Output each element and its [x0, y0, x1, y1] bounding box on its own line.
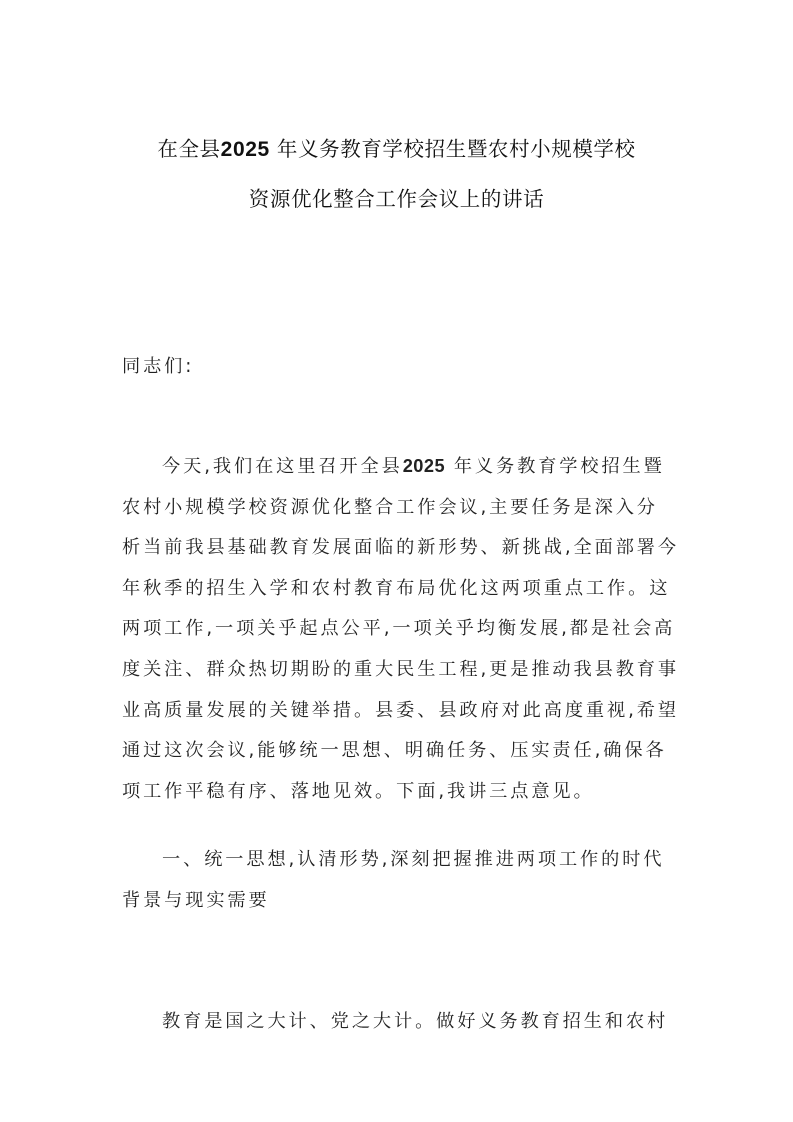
paragraph-line: [122, 446, 674, 488]
title-line-1: [110, 124, 683, 174]
paragraph-intro: [122, 446, 679, 812]
title-line-1-prefix: 在全县: [157, 137, 221, 161]
paragraph-line: 两项工作,一项关乎起点公平,一项关乎均衡发展,都是社会高: [122, 618, 676, 640]
paragraph-line: 教育是国之大计、党之大计。做好义务教育招生和农村: [162, 1011, 669, 1032]
title-year: 2025: [220, 138, 270, 161]
title-line-1-suffix: 年义务教育学校招生暨农村小规模学校: [276, 137, 636, 161]
paragraph-line: 项工作平稳有序、落地见效。下面,我讲三点意见。: [122, 780, 595, 802]
paragraph-line-suffix: 年义务教育学校招生暨: [453, 456, 665, 477]
paragraph-section-1: [122, 1002, 674, 1043]
paragraph-line: 业高质量发展的关键举措。县委、县政府对此高度重视,希望: [122, 699, 679, 721]
paragraph-line: 农村小规模学校资源优化整合工作会议,主要任务是深入分: [122, 496, 658, 518]
paragraph-line: 析当前我县基础教育发展面临的新形势、新挑战,全面部署今: [122, 537, 679, 559]
paragraph-line: 度关注、群众热切期盼的重大民生工程,更是推动我县教育事: [122, 658, 679, 680]
heading-line: 一、统一思想,认清形势,深刻把握推进两项工作的时代: [162, 849, 665, 870]
paragraph-line: 通过这次会议,能够统一思想、明确任务、压实责任,确保各: [122, 740, 667, 762]
salutation: 同志们:: [122, 356, 195, 377]
title-line-2: 资源优化整合工作会议上的讲话: [248, 187, 545, 211]
section-heading-1: [122, 840, 674, 921]
document-title: [110, 124, 683, 224]
heading-line: 背景与现实需要: [122, 889, 270, 911]
paragraph-line-prefix: 今天,我们在这里召开全县: [162, 456, 403, 477]
year-number: 2025: [402, 456, 446, 476]
paragraph-line: 年秋季的招生入学和农村教育布局优化这两项重点工作。这: [122, 577, 671, 599]
